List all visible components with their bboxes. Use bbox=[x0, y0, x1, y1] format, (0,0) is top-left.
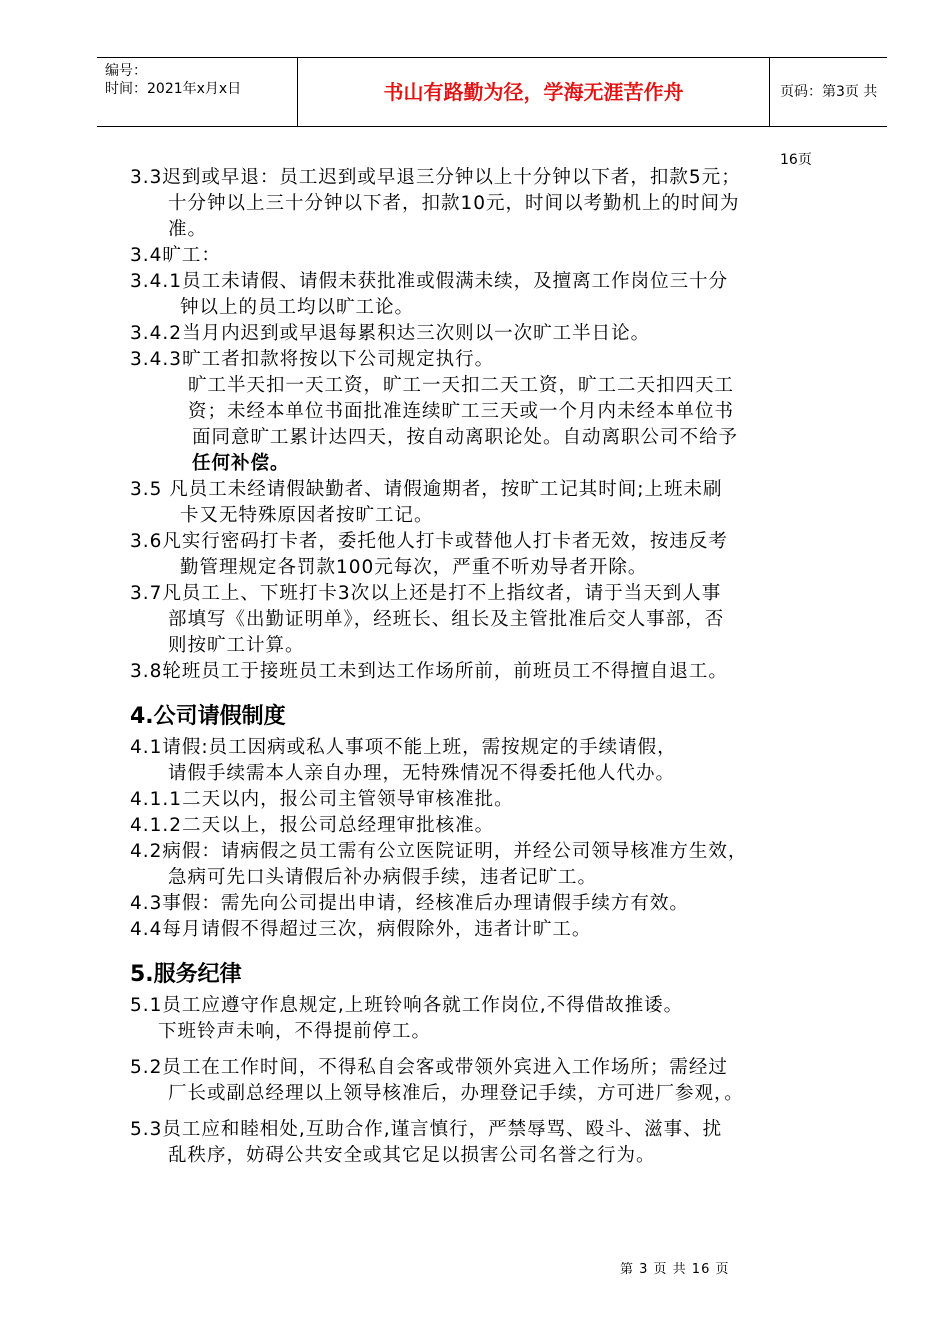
text-line: 请假手续需本人亲自办理，无特殊情况不得委托他人代办。 bbox=[168, 763, 676, 784]
spacer bbox=[130, 1045, 890, 1055]
header-meta bbox=[97, 58, 297, 126]
text-line: 5.2员工在工作时间，不得私自会客或带领外宾进入工作场所；需经过 bbox=[130, 1057, 728, 1078]
document-header bbox=[97, 57, 887, 168]
text-line: 旷工半天扣一天工资，旷工一天扣二天工资，旷工二天扣四天工 bbox=[188, 375, 735, 396]
header-motto: 书山有路勤为径，学海无涯苦作舟 bbox=[297, 58, 770, 126]
text-line: 4.1请假:员工因病或私人事项不能上班，需按规定的手续请假， bbox=[130, 737, 677, 758]
text-line: 钟以上的员工均以旷工论。 bbox=[180, 297, 415, 318]
text-line: 3.3迟到或早退：员工迟到或早退三分钟以上十分钟以下者，扣款5元； bbox=[130, 167, 741, 188]
text-line: 3.5 凡员工未经请假缺勤者、请假逾期者，按旷工记其时间;上班未刷 bbox=[130, 479, 723, 500]
text-line: 任何补偿。 bbox=[192, 453, 290, 474]
text-line: 4.1.2二天以上，报公司总经理审批核准。 bbox=[130, 815, 495, 836]
text-line: 3.4.2当月内迟到或早退每累积达三次则以一次旷工半日论。 bbox=[130, 323, 651, 344]
text-line: 4.4每月请假不得超过三次，病假除外，违者计旷工。 bbox=[130, 919, 592, 940]
text-line: 3.4.3旷工者扣款将按以下公司规定执行。 bbox=[130, 349, 495, 370]
text-line: 4.3事假：需先向公司提出申请，经核准后办理请假手续方有效。 bbox=[130, 893, 689, 914]
spacer bbox=[130, 1107, 890, 1117]
text-line: 5.1员工应遵守作息规定,上班铃响各就工作岗位,不得借故推诿。 bbox=[130, 995, 684, 1016]
text-line: 3.7凡员工上、下班打卡3次以上还是打不上指纹者，请于当天到人事 bbox=[130, 583, 722, 604]
spacer bbox=[130, 943, 890, 957]
text-line: 卡又无特殊原因者按旷工记。 bbox=[180, 505, 434, 526]
spacer bbox=[130, 685, 890, 699]
text-line: 部填写《出勤证明单》，经班长、组长及主管批准后交人事部，否 bbox=[168, 609, 725, 630]
text-line: 下班铃声未响，不得提前停工。 bbox=[158, 1021, 432, 1042]
text-line: 3.4旷工： bbox=[130, 245, 221, 266]
text-line: 面同意旷工累计达四天，按自动离职论处。自动离职公司不给予 bbox=[192, 427, 739, 448]
header-page-info: 页码：第3页 共16页 bbox=[780, 84, 878, 168]
text-line: 十分钟以上三十分钟以下者，扣款10元，时间以考勤机上的时间为 bbox=[168, 193, 740, 214]
number-label: 编号： bbox=[105, 63, 147, 79]
page-footer: 第 3 页 共 16 页 bbox=[620, 1262, 730, 1277]
text-line: 则按旷工计算。 bbox=[168, 635, 305, 656]
text-line: 急病可先口头请假后补办病假手续，违者记旷工。 bbox=[168, 867, 598, 888]
text-line: 厂长或副总经理以上领导核准后，办理登记手续，方可进厂参观，。 bbox=[168, 1083, 744, 1104]
text-line: 资；未经本单位书面批准连续旷工三天或一个月内未经本单位书 bbox=[188, 401, 735, 422]
section-heading: 5.服务纪律 bbox=[130, 962, 242, 987]
text-line: 3.8轮班员工于接班员工未到达工作场所前，前班员工不得擅自退工。 bbox=[130, 661, 728, 682]
date-line: 时间：2021年x月x日 bbox=[105, 81, 242, 97]
document-body bbox=[130, 165, 890, 1169]
text-line: 5.3员工应和睦相处,互助合作,谨言慎行，严禁辱骂、殴斗、滋事、扰 bbox=[130, 1119, 723, 1140]
section-heading: 4.公司请假制度 bbox=[130, 704, 286, 729]
text-line: 4.2病假：请病假之员工需有公立医院证明，并经公司领导核准方生效， bbox=[130, 841, 748, 862]
text-line: 3.4.1员工未请假、请假未获批准或假满未续，及擅离工作岗位三十分 bbox=[130, 271, 729, 292]
text-line: 乱秩序，妨碍公共安全或其它足以损害公司名誉之行为。 bbox=[168, 1145, 656, 1166]
text-line: 3.6凡实行密码打卡者，委托他人打卡或替他人打卡者无效，按违反考 bbox=[130, 531, 728, 552]
text-line: 勤管理规定各罚款100元每次，严重不听劝导者开除。 bbox=[180, 557, 648, 578]
text-line: 4.1.1二天以内，报公司主管领导审核准批。 bbox=[130, 789, 514, 810]
text-line: 准。 bbox=[168, 219, 208, 240]
